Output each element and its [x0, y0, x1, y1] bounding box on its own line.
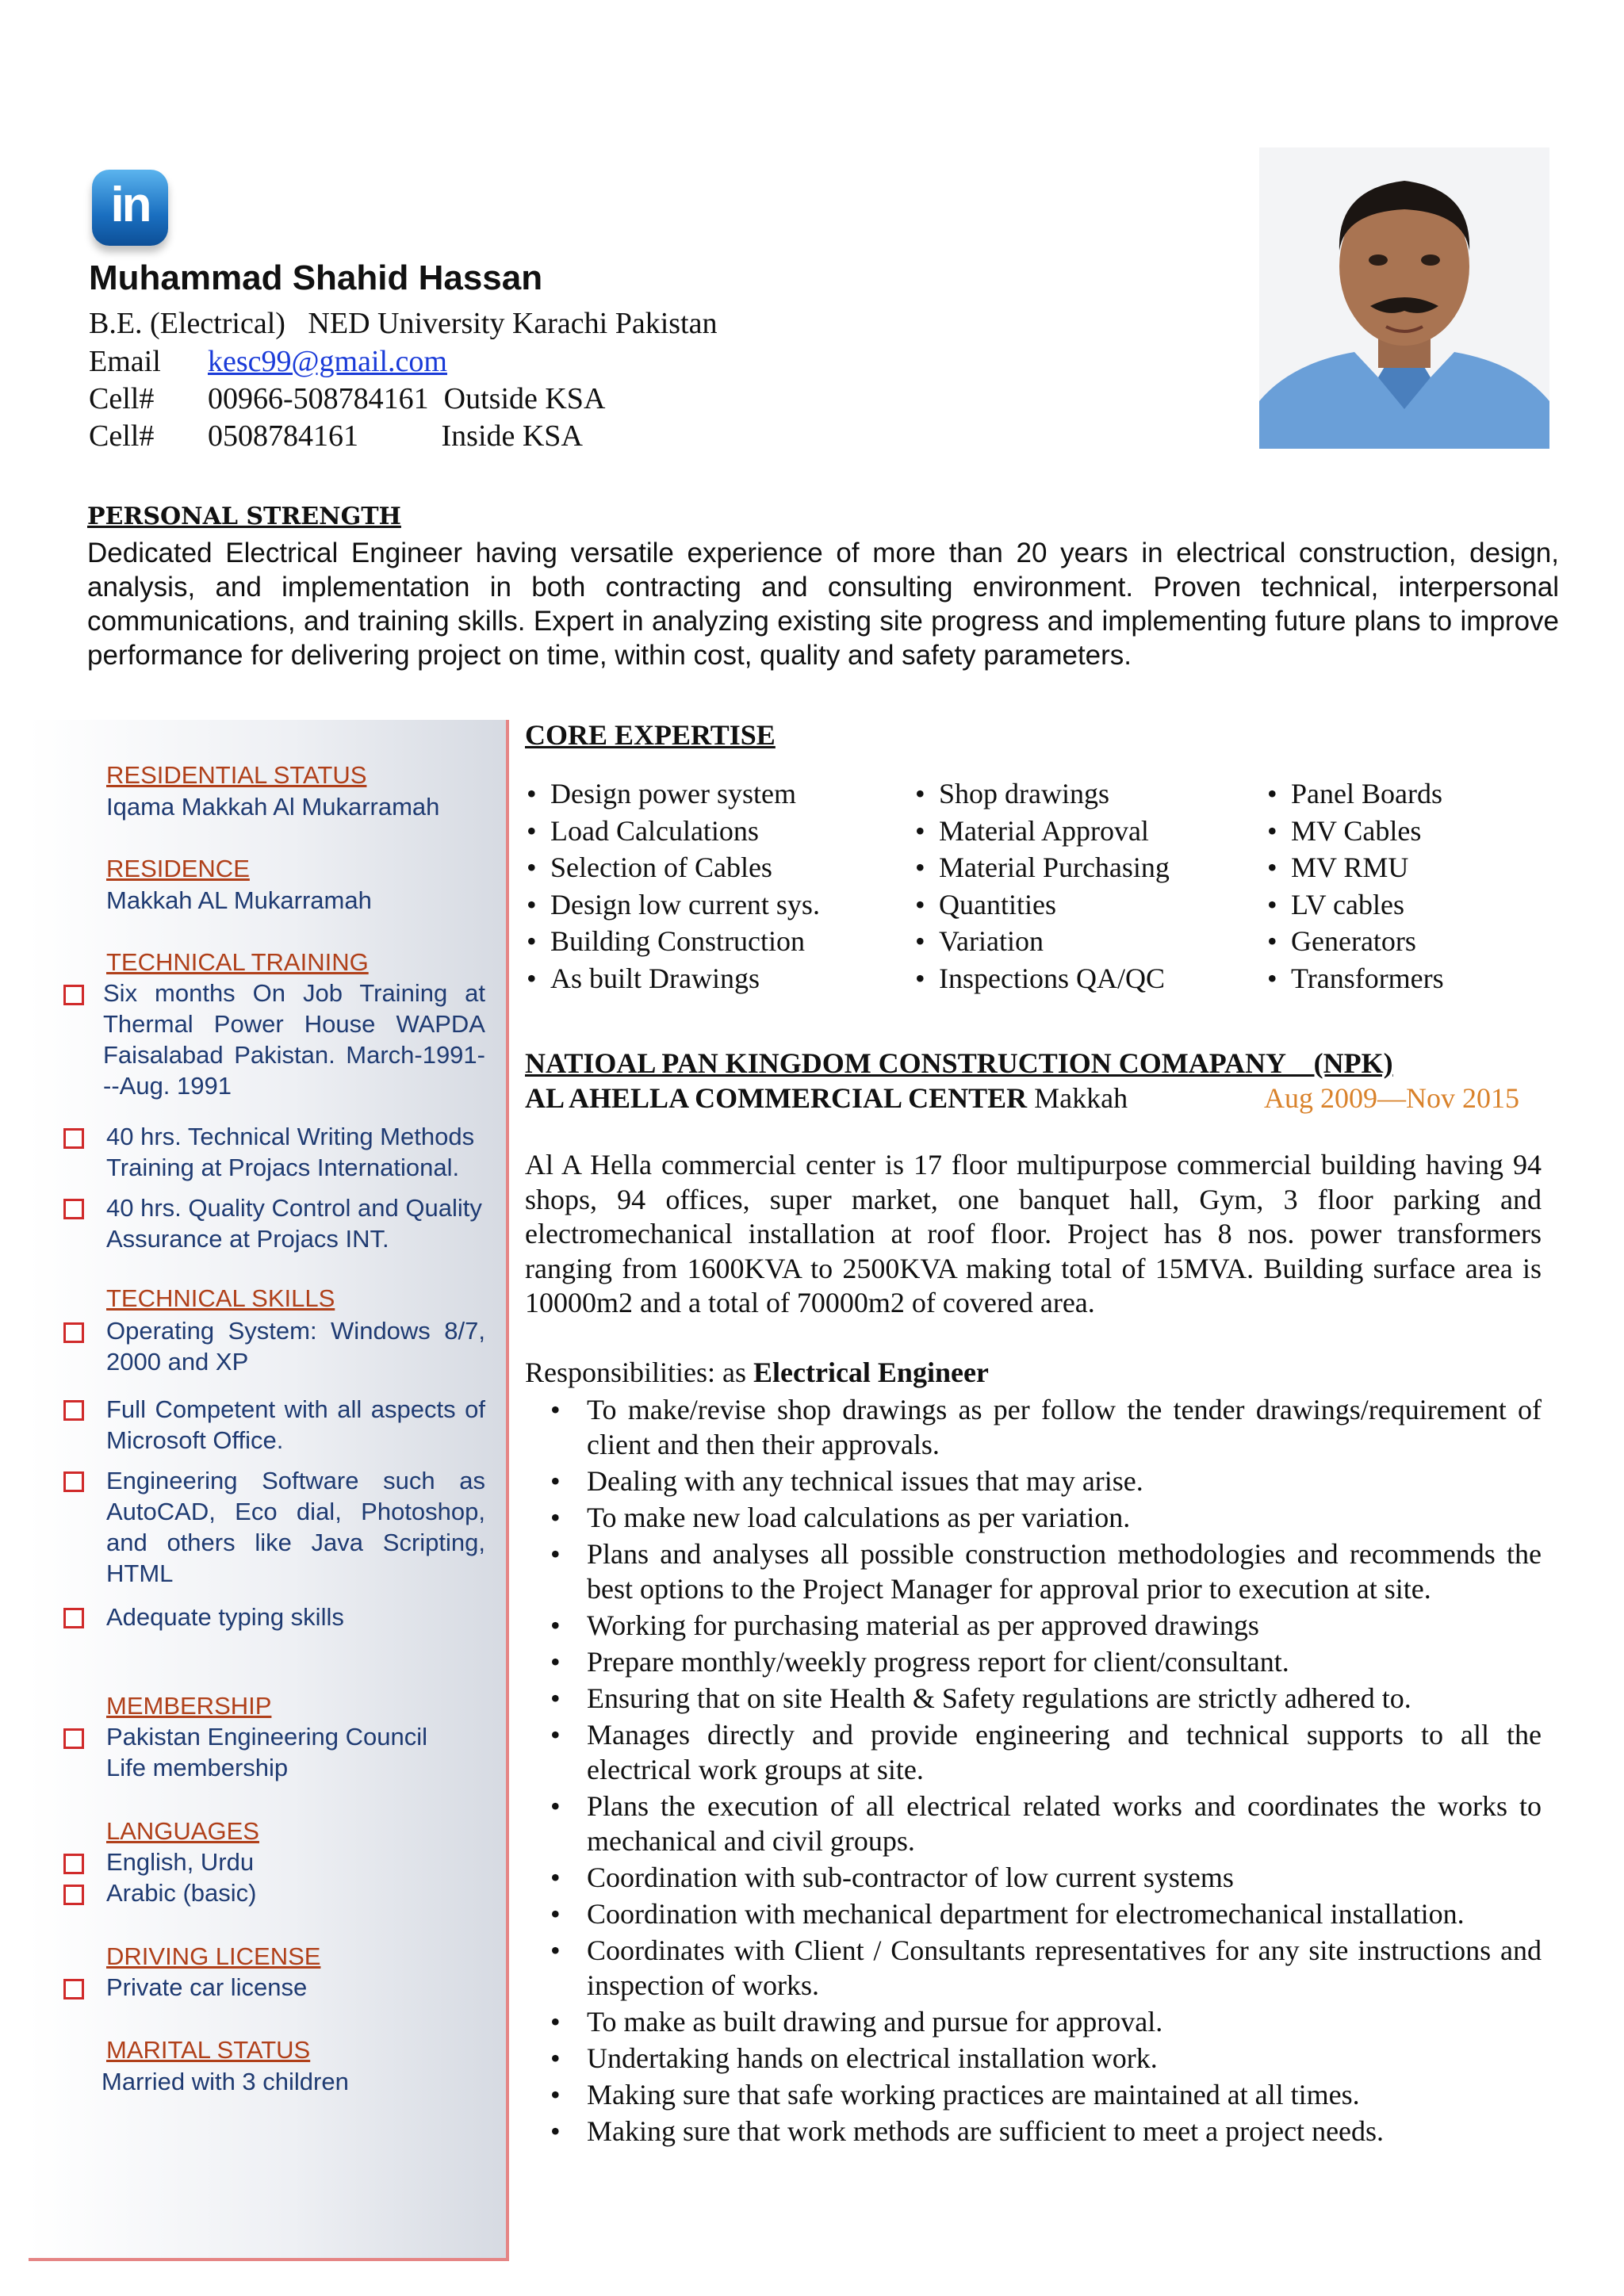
responsibilities-heading	[525, 1356, 989, 1389]
training-item: 40 hrs. Quality Control and Quality Assurance at Projacs INT.	[106, 1194, 482, 1253]
responsibility-item: • Ensuring that on site Health & Safety regulations are strictly adhered to.	[525, 1681, 1542, 1716]
project-location: Makkah	[1027, 1082, 1128, 1114]
responsibility-item: • Coordinates with Client / Consultants representatives for any site instructions and inspection of works.	[525, 1933, 1542, 2003]
checkbox[interactable]	[63, 1885, 84, 1905]
checkbox[interactable]	[63, 1608, 84, 1628]
core-expertise-heading: CORE EXPERTISE	[525, 719, 776, 751]
marital-status-heading: MARITAL STATUS	[106, 2036, 311, 2064]
linkedin-icon[interactable]: in	[92, 170, 168, 246]
responsibility-item: • To make as built drawing and pursue for approval.	[525, 2004, 1542, 2039]
responsibilities-label: Responsibilities: as	[525, 1357, 753, 1388]
personal-strength-heading: PERSONAL STRENGTH	[87, 503, 401, 530]
cell-label: Cell#	[89, 382, 155, 415]
expertise-item: • Material Purchasing	[915, 849, 1170, 886]
checkbox[interactable]	[63, 1854, 84, 1874]
skill-item: Adequate typing skills	[106, 1603, 344, 1631]
cell-line-inside	[89, 419, 583, 453]
expertise-item: • MV Cables	[1267, 813, 1444, 850]
responsibility-item: • Manages directly and provide engineering and technical supports to all the electrical work groups at site.	[525, 1717, 1542, 1787]
residence-heading: RESIDENCE	[106, 855, 250, 882]
expertise-item: • Selection of Cables	[527, 849, 820, 886]
responsibility-item: • Making sure that safe working practices are maintained at all times.	[525, 2077, 1542, 2112]
responsibility-item: • Prepare monthly/weekly progress report for client/consultant.	[525, 1644, 1542, 1679]
expertise-item: • LV cables	[1267, 886, 1444, 924]
expertise-item: • Building Construction	[527, 923, 820, 960]
residential-status-value: Iqama Makkah Al Mukarramah	[106, 793, 440, 821]
expertise-column-1	[527, 775, 820, 997]
email-link[interactable]: kesc99@gmail.com	[208, 345, 447, 378]
checkbox[interactable]	[63, 985, 84, 1005]
checkbox[interactable]	[63, 1322, 84, 1343]
checkbox[interactable]	[63, 1728, 84, 1749]
driving-license-heading: DRIVING LICENSE	[106, 1942, 321, 1970]
expertise-item: • Load Calculations	[527, 813, 820, 850]
marital-status-value: Married with 3 children	[102, 2068, 349, 2095]
languages-heading: LANGUAGES	[106, 1817, 259, 1845]
training-item: Six months On Job Training at Thermal Power House WAPDA Faisalabad Pakistan. March-1991---Aug. 1991	[103, 979, 485, 1100]
degree-line: B.E. (Electrical) NED University Karachi Pakistan	[89, 307, 718, 340]
language-item: English, Urdu	[106, 1848, 255, 1876]
email-label: Email	[89, 345, 161, 378]
skill-item: Engineering Software such as AutoCAD, Eco dial, Photoshop, and others like Java Scripting, HTML	[106, 1467, 485, 1587]
expertise-item: • Design low current sys.	[527, 886, 820, 924]
responsibility-item: • Making sure that work methods are sufficient to meet a project needs.	[525, 2114, 1542, 2149]
expertise-column-3	[1267, 775, 1444, 997]
skill-item: Operating System: Windows 8/7, 2000 and XP	[106, 1317, 485, 1376]
project-line	[525, 1081, 1128, 1115]
responsibilities-list	[525, 1392, 1542, 2150]
checkbox[interactable]	[63, 1199, 84, 1219]
responsibility-item: • To make new load calculations as per variation.	[525, 1500, 1542, 1535]
residential-status-heading: RESIDENTIAL STATUS	[106, 761, 367, 789]
expertise-item: • Generators	[1267, 923, 1444, 960]
responsibility-item: • Coordination with sub-contractor of low current systems	[525, 1860, 1542, 1895]
expertise-item: • As built Drawings	[527, 960, 820, 997]
responsibility-item: • Undertaking hands on electrical installation work.	[525, 2041, 1542, 2076]
checkbox[interactable]	[63, 1979, 84, 1999]
company-name: NATIOAL PAN KINGDOM CONSTRUCTION COMAPANY (NPK)	[525, 1047, 1393, 1079]
responsibility-item: • Working for purchasing material as per approved drawings	[525, 1608, 1542, 1643]
responsibility-item: • To make/revise shop drawings as per follow the tender drawings/requirement of client and then their approvals.	[525, 1392, 1542, 1462]
cell-line-outside	[89, 381, 605, 416]
expertise-column-2	[915, 775, 1170, 997]
responsibility-item: • Coordination with mechanical department for electromechanical installation.	[525, 1896, 1542, 1931]
candidate-name: Muhammad Shahid Hassan	[89, 258, 543, 297]
expertise-item: • Variation	[915, 923, 1170, 960]
residence-value: Makkah AL Mukarramah	[106, 886, 372, 914]
technical-training-heading: TECHNICAL TRAINING	[106, 948, 369, 976]
expertise-item: • MV RMU	[1267, 849, 1444, 886]
skill-item: Full Competent with all aspects of Microsoft Office.	[106, 1395, 485, 1454]
project-description: Al A Hella commercial center is 17 floor multipurpose commercial building having 94 shops, 94 offices, super market, one banquet hall, Gym, 3 floor parking and electromechanical installation at roof floor. Project has 8 nos. power transformers ranging from 1600KVA to 2500KVA making total of 15MVA. Building surface area is 10000m2 and a total of 70000m2 of covered area.	[525, 1149, 1542, 1318]
profile-photo	[1259, 147, 1549, 449]
expertise-item: • Panel Boards	[1267, 775, 1444, 813]
employment-dates: Aug 2009—Nov 2015	[1264, 1082, 1519, 1114]
cell-number-inside: 0508784161 Inside KSA	[208, 419, 583, 453]
project-name: AL AHELLA COMMERCIAL CENTER	[525, 1082, 1028, 1114]
email-line	[89, 344, 447, 379]
expertise-item: • Inspections QA/QC	[915, 960, 1170, 997]
personal-strength-text: Dedicated Electrical Engineer having versatile experience of more than 20 years in electrical construction, design, analysis, and implementation in both contracting and consulting environment. Proven technical, interpersonal communications, and training skills. Expert in analyzing existing site progress and implementing future plans to improve performance for delivering project on time, within cost, quality and safety parameters.	[87, 538, 1559, 671]
responsibility-item: • Dealing with any technical issues that may arise.	[525, 1464, 1542, 1498]
cell-label: Cell#	[89, 419, 155, 453]
role-title: Electrical Engineer	[753, 1357, 989, 1388]
membership-item: Pakistan Engineering Council Life membership	[106, 1723, 427, 1781]
expertise-item: • Quantities	[915, 886, 1170, 924]
membership-heading: MEMBERSHIP	[106, 1692, 272, 1720]
expertise-item: • Transformers	[1267, 960, 1444, 997]
cell-number-outside: 00966-508784161 Outside KSA	[208, 382, 606, 415]
responsibility-item: • Plans and analyses all possible construction methodologies and recommends the best options to the Project Manager for approval prior to execution at site.	[525, 1536, 1542, 1606]
expertise-item: • Design power system	[527, 775, 820, 813]
expertise-item: • Material Approval	[915, 813, 1170, 850]
technical-skills-heading: TECHNICAL SKILLS	[106, 1284, 335, 1312]
responsibility-item: • Plans the execution of all electrical related works and coordinates the works to mechanical and civil groups.	[525, 1789, 1542, 1858]
training-item: 40 hrs. Technical Writing Methods Training at Projacs International.	[106, 1123, 475, 1181]
language-item: Arabic (basic)	[106, 1879, 257, 1907]
checkbox[interactable]	[63, 1128, 84, 1149]
checkbox[interactable]	[63, 1400, 84, 1421]
driving-license-item: Private car license	[106, 1973, 308, 2001]
checkbox[interactable]	[63, 1471, 84, 1492]
expertise-item: • Shop drawings	[915, 775, 1170, 813]
